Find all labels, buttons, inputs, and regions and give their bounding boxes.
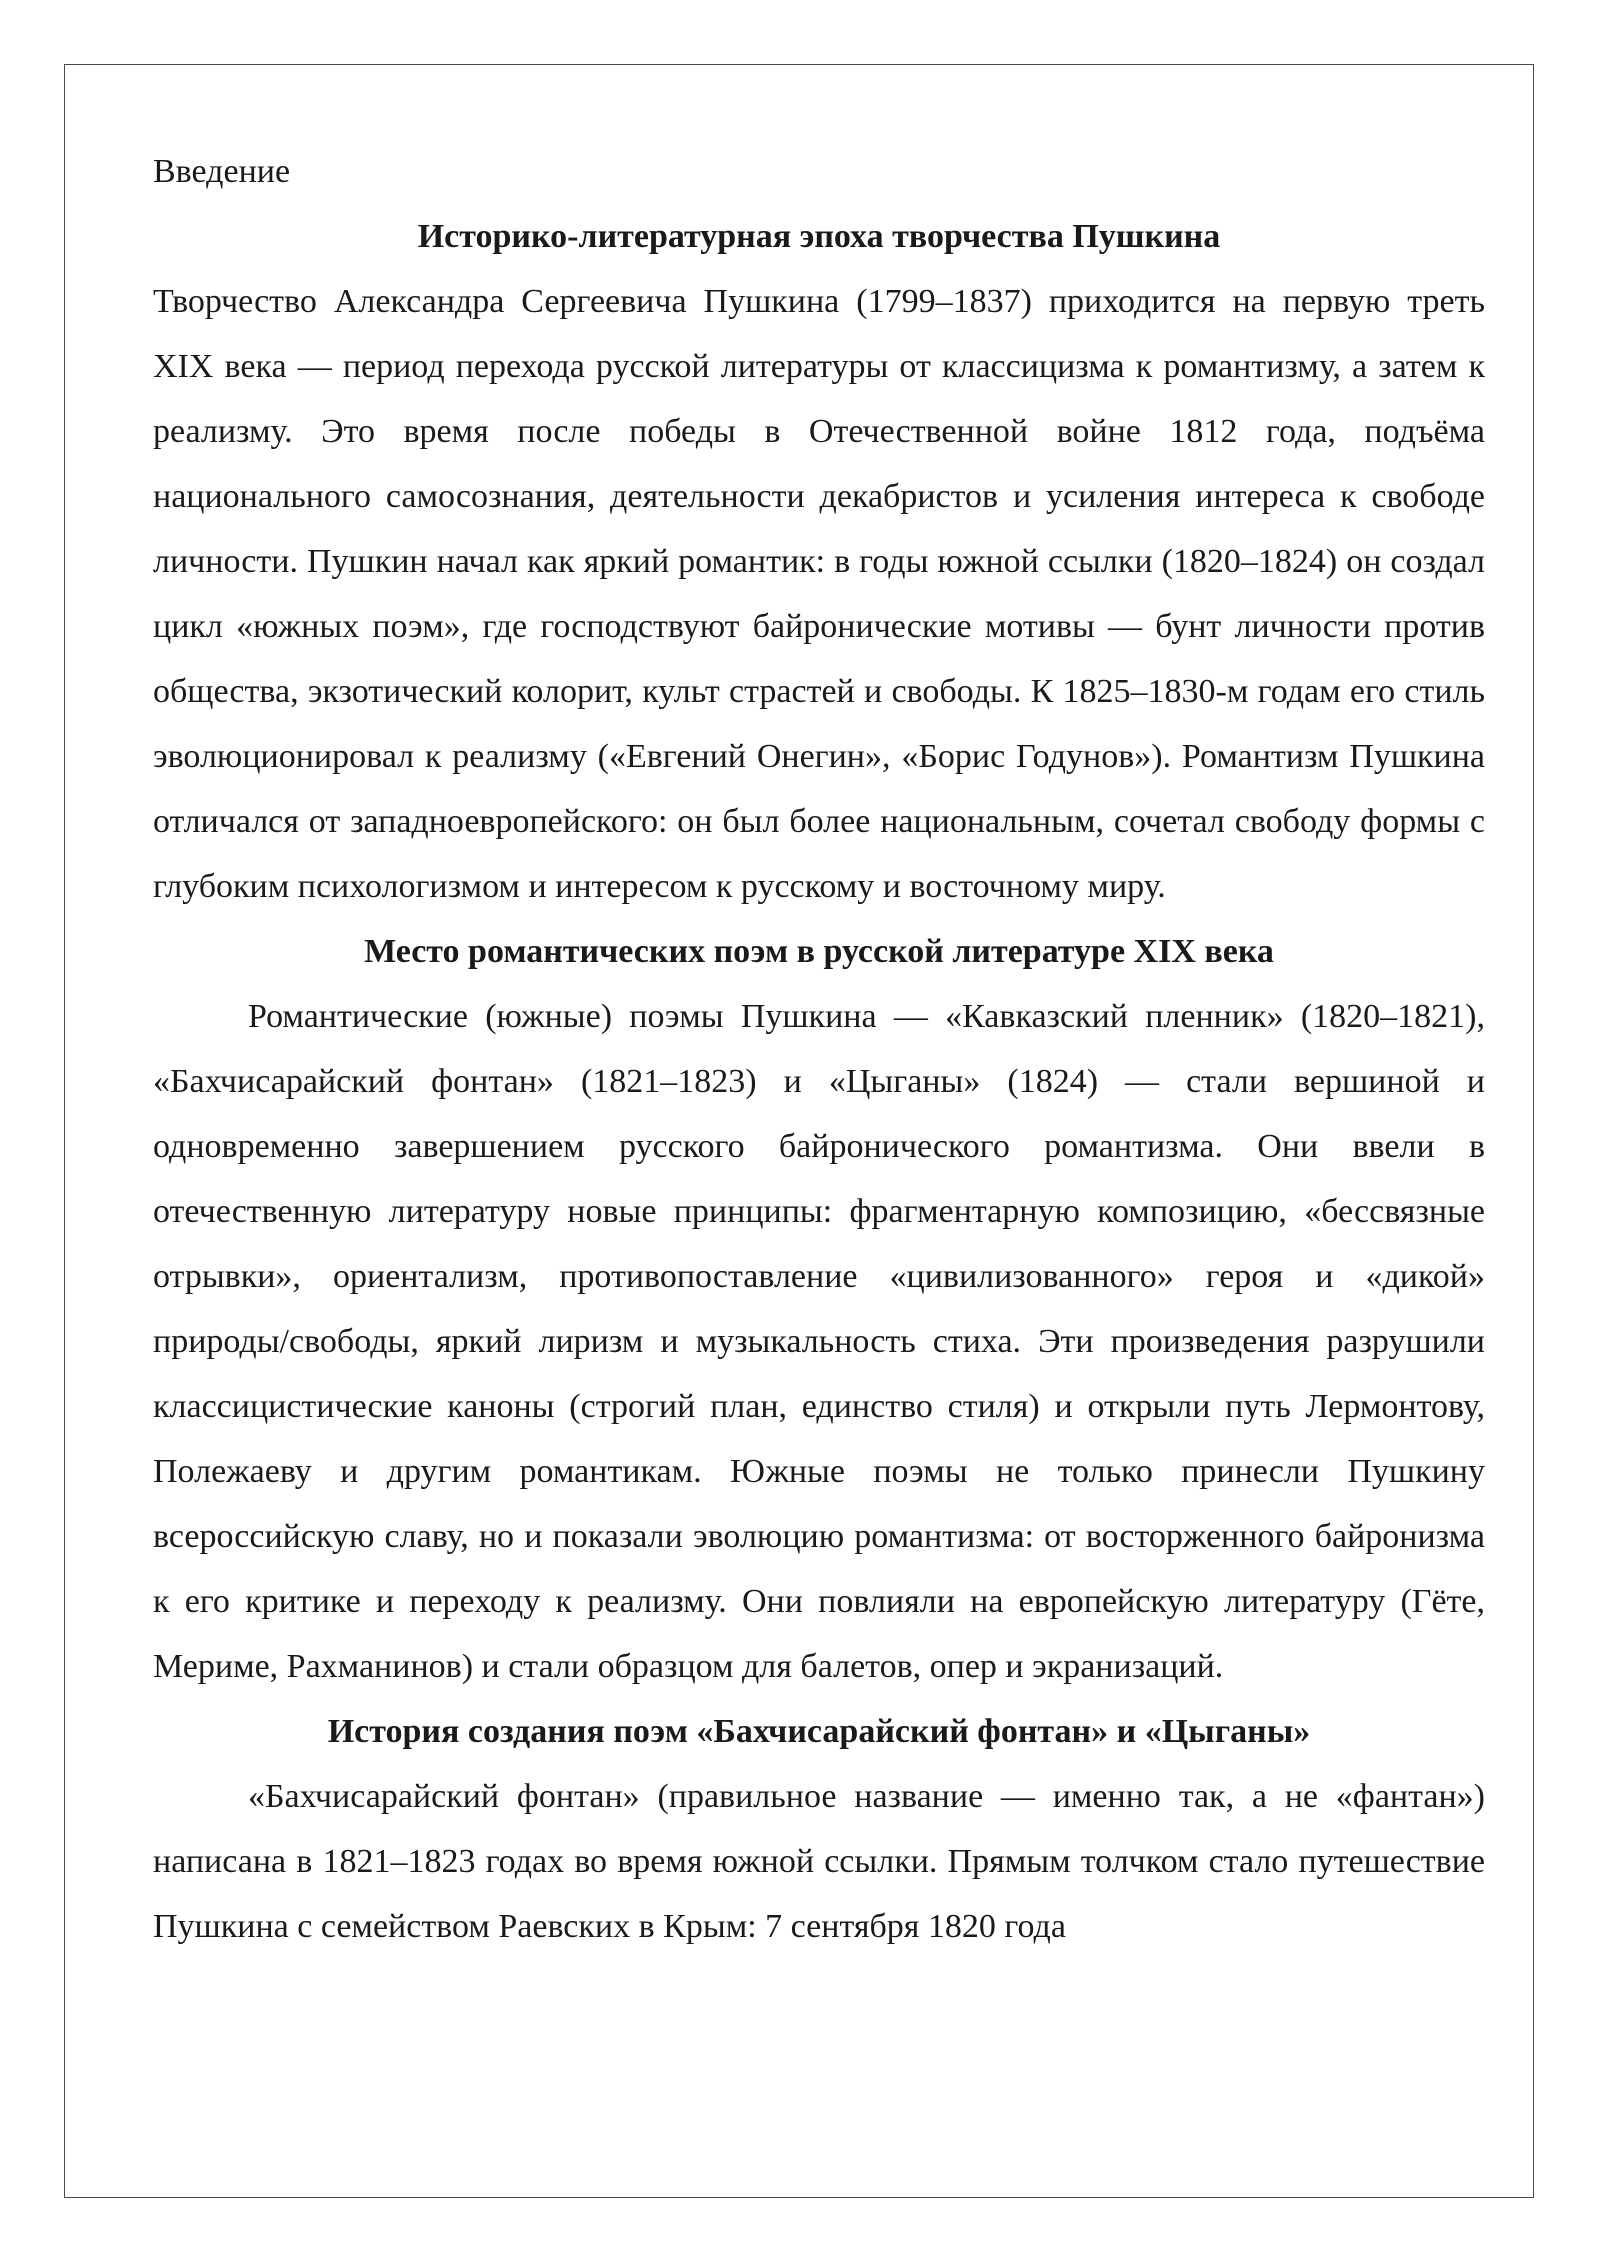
section-heading: Историко-литературная эпоха творчества Пушкина	[417, 218, 1221, 255]
section-era	[153, 204, 1485, 919]
section-paragraph: Романтические (южные) поэмы Пушкина — «Кавказский пленник» (1820–1821), «Бахчисарайский фонтан» (1821–1823) и «Цыганы» (1824) — стали вершиной и одновременно завершением русского байронического романтизма. Они ввели в отечественную литературу новые принципы: фрагментарную композицию, «бессвязные отрывки», ориентализм, противопоставление «цивилизованного» героя и «дикой» природы/свободы, яркий лиризм и музыкальность стиха. Эти произведения разрушили классицистические каноны (строгий план, единство стиля) и открыли путь Лермонтову, Полежаеву и другим романтикам. Южные поэмы не только принесли Пушкину всероссийскую славу, но и показали эволюцию романтизма: от восторженного байронизма к его критике и переходу к реализму. Они повлияли на европейскую литературу (Гёте, Мериме, Рахманинов) и стали образцом для балетов, опер и экранизаций.	[153, 998, 1485, 1685]
section-heading: Место романтических поэм в русской литературе XIX века	[364, 933, 1274, 970]
section-heading: История создания поэм «Бахчисарайский фонтан» и «Цыганы»	[327, 1713, 1311, 1750]
section-history-of-creation	[153, 1699, 1485, 1959]
section-place-of-poems	[153, 919, 1485, 1699]
section-paragraph: Творчество Александра Сергеевича Пушкина (1799–1837) приходится на первую треть XIX века — период перехода русской литературы от классицизма к романтизму, а затем к реализму. Это время после победы в Отечественной войне 1812 года, подъёма национального самосознания, деятельности декабристов и усиления интереса к свободе личности. Пушкин начал как яркий романтик: в годы южной ссылки (1820–1824) он создал цикл «южных поэм», где господствуют байронические мотивы — бунт личности против общества, экзотический колорит, культ страстей и свободы. К 1825–1830-м годам его стиль эволюционировал к реализму («Евгений Онегин», «Борис Годунов»). Романтизм Пушкина отличался от западноевропейского: он был более национальным, сочетал свободу формы с глубоким психологизмом и интересом к русскому и восточному миру.	[153, 283, 1485, 905]
document-body	[153, 139, 1485, 1959]
intro-label: Введение	[153, 153, 291, 190]
section-paragraph: «Бахчисарайский фонтан» (правильное название — именно так, а не «фантан») написана в 1821–1823 годах во время южной ссылки. Прямым толчком стало путешествие Пушкина с семейством Раевских в Крым: 7 сентября 1820 года	[153, 1778, 1485, 1945]
